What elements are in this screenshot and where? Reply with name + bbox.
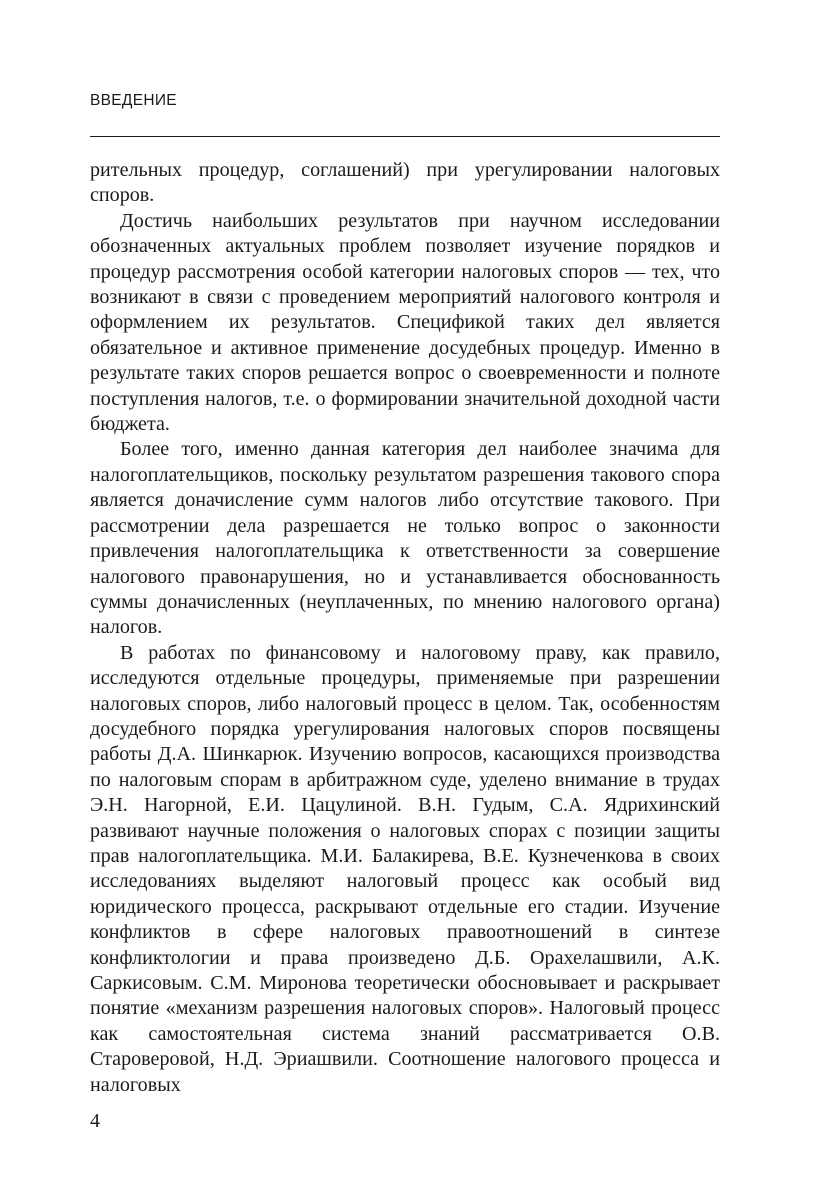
paragraph: Достичь наибольших результатов при научном исследовании обозначенных актуальных проблем позволяет изучение порядков и процедур рассмотрения особой категории налоговых споров — тех, что возникают в связи с проведением мероприятий налогового контроля и оформлением их результатов. Спецификой таких дел является обязательное и активное применение досудебных процедур. Именно в результате таких споров решается вопрос о своевременности и полноте поступления налогов, т.е. о формировании значительной доходной части бюджета. xyxy=(90,209,720,436)
paragraph: В работах по финансовому и налоговому праву, как правило, исследуются отдельные процедуры, применяемые при разрешении налоговых споров, либо налоговый процесс в целом. Так, особенностям досудебного порядка урегулирования налоговых споров посвящены работы Д.А. Шинкарюк. Изучению вопросов, касающихся производства по налоговым спорам в арбитражном суде, уделено внимание в трудах Э.Н. Нагорной, Е.И. Цацулиной. В.Н. Гудым, С.А. Ядрихинский развивают научные положения о налоговых спорах с позиции защиты прав налогоплательщика. М.И. Балакирева, В.Е. Кузнеченкова в своих исследованиях выделяют налоговый процесс как особый вид юридического процесса, раскрывают отдельные его стадии. Изучение конфликтов в сфере налоговых правоотношений в синтезе конфликтологии и права произведено Д.Б. Орахелашвили, А.К. Саркисовым. С.М. Миронова теоретически обосновывает и раскрывает понятие «механизм разрешения налоговых споров». Налоговый процесс как самостоятельная система знаний рассматривается О.В. Староверовой, Н.Д. Эриашвили. Соотношение налогового процесса и налоговых xyxy=(90,641,720,1096)
page-number: 4 xyxy=(90,1110,100,1132)
body-text xyxy=(90,158,720,1098)
running-head-section-title: ВВЕДЕНИЕ xyxy=(90,92,177,109)
paragraph-continuation: рительных процедур, соглашений) при урегулировании налоговых споров. xyxy=(90,159,720,207)
paragraph: Более того, именно данная категория дел наиболее значима для налогоплательщиков, поскольку результатом разрешения такового спора является доначисление сумм налогов либо отсутствие такового. При рассмотрении дела разрешается не только вопрос о законности привлечения налогоплательщика к ответственности за совершение налогового правонарушения, но и устанавливается обоснованность суммы доначисленных (неуплаченных, по мнению налогового органа) налогов. xyxy=(90,438,720,639)
header-divider xyxy=(90,136,720,137)
